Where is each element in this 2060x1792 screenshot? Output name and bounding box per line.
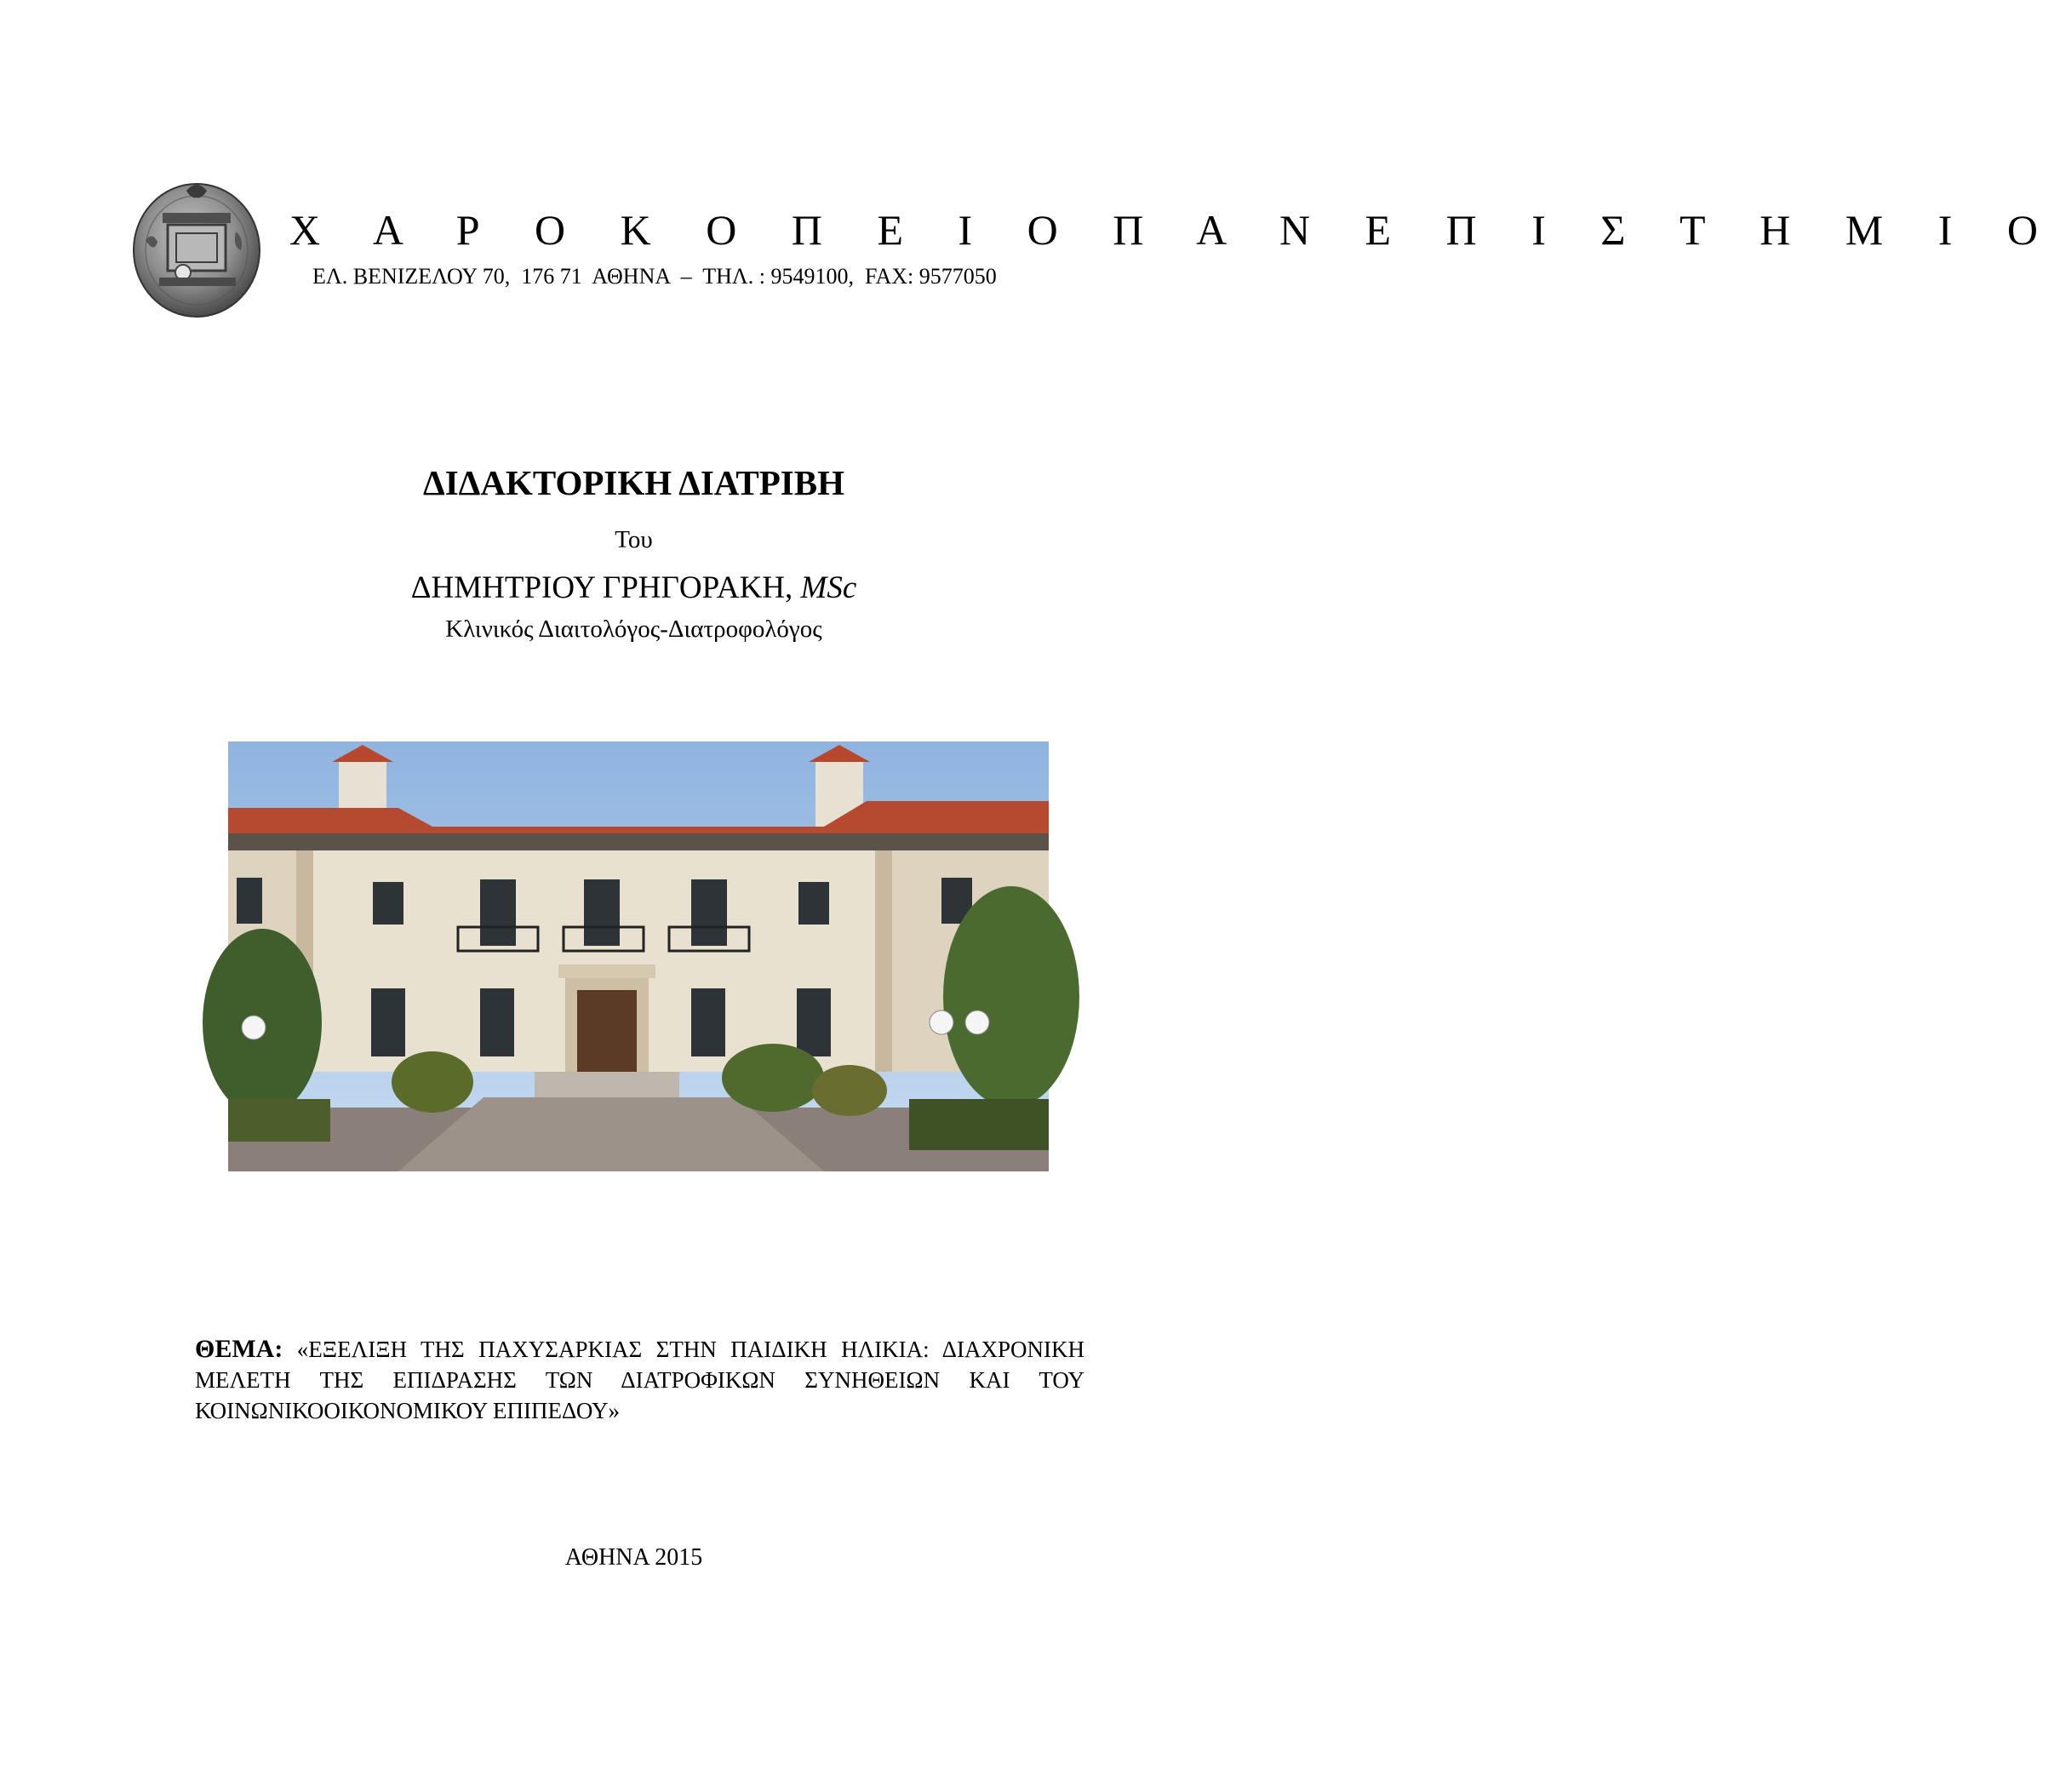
author-profession: Κλινικός Διαιτολόγος-Διατροφολόγος (445, 615, 822, 643)
document-type-title: ΔΙΔΑΚΤΟΡΙΚΗ ΔΙΑΤΡΙΒΗ (422, 463, 844, 502)
topic-label: ΘΕΜΑ: (195, 1335, 283, 1363)
topic-text: «ΕΞΕΛΙΞΗ ΤΗΣ ΠΑΧΥΣΑΡΚΙΑΣ ΣΤΗΝ ΠΑΙΔΙΚΗ ΗΛΙΚΙΑ: ΔΙΑΧΡΟΝΙΚΗ ΜΕΛΕΤΗ ΤΗΣ ΕΠΙΔΡΑΣΗΣ ΤΩΝ ΔΙΑΤΡΟΦΙΚΩΝ ΣΥΝΗΘΕΙΩΝ ΚΑΙ ΤΟΥ ΚΟΙΝΩΝΙΚΟΟΙΚΟΝΟΜΙΚΟΥ ΕΠΙΠΕΔΟΥ» (195, 1337, 1084, 1423)
author-degree: MSc (800, 570, 857, 605)
university-seal-icon (130, 172, 263, 318)
thesis-topic (195, 1334, 1084, 1426)
by-label: Του (615, 526, 653, 553)
author-line (0, 572, 1267, 604)
author-name: ΔΗΜΗΤΡΙΟΥ ΓΡΗΓΟΡΑΚΗ, (410, 570, 801, 605)
university-name: Χ Α Ρ Ο Κ Ο Π Ε Ι Ο Π Α Ν Ε Π Ι Σ Τ Η Μ Ι Ο (289, 206, 2060, 254)
university-building-photo (228, 741, 1049, 1171)
place-and-year: ΑΘΗΝΑ 2015 (564, 1544, 703, 1571)
university-address: ΕΛ. ΒΕΝΙΖΕΛΟΥ 70, 176 71 ΑΘΗΝΑ – ΤΗΛ. : 9549100, FAX: 9577050 (312, 264, 997, 289)
